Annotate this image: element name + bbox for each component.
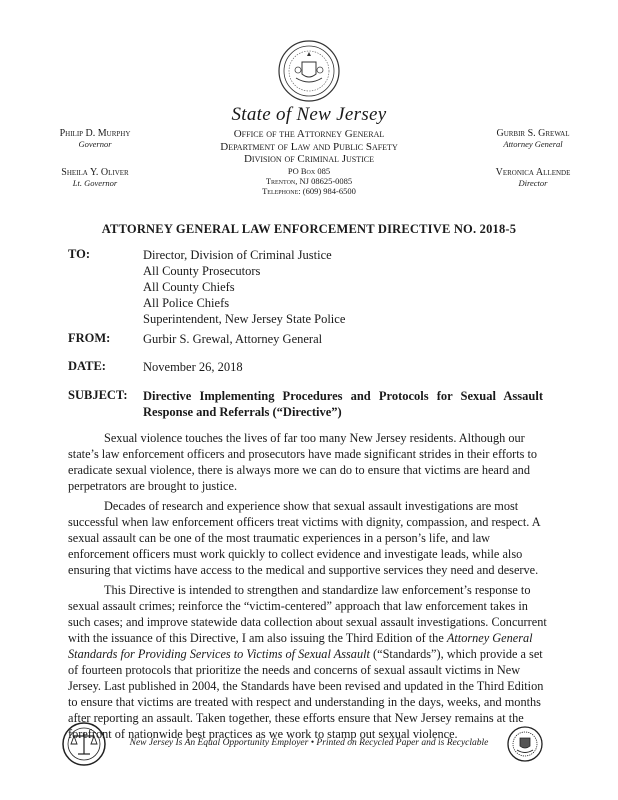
address-line: Trenton, NJ 08625-0085 (265, 175, 353, 186)
body-paragraph-3 (68, 582, 552, 742)
recipient-line: All County Prosecutors (143, 264, 261, 278)
director-name: Veronica Allende (495, 167, 571, 178)
body-paragraph-2 (68, 498, 552, 578)
from-label: FROM: (68, 331, 111, 345)
state-title: State of New Jersey (231, 104, 387, 125)
recipient-line: Director, Division of Criminal Justice (143, 248, 332, 262)
paragraph-text: (“Standards”), which provide a set of fourteen protocols that prioritize the needs and concerns of sexual assault victims in New Jersey. Last published in 2004, the Standards have been revised and updated in the Third Edition to ensure that victims are treated with respect and understanding in the days, weeks, and months after reporting an assault. Taken together, these efforts ensure that New Jersey remains at the forefront of nationwide best practices as we work to stamp out sexual violence. (68, 647, 544, 741)
office-line: Department of Law and Public Safety (220, 140, 398, 153)
letterhead-right-column (463, 128, 603, 206)
lt-governor-title: Lt. Governor (72, 178, 118, 188)
recipient-line: All Police Chiefs (143, 296, 230, 310)
to-label: TO: (68, 247, 90, 261)
governor-name: Philip D. Murphy (59, 128, 131, 139)
recipient-line: Superintendent, New Jersey State Police (143, 312, 346, 326)
recipient-line: All County Chiefs (143, 280, 235, 294)
letterhead-left-column (25, 128, 165, 206)
lt-governor-name: Sheila Y. Oliver (61, 167, 129, 178)
state-seal-small-icon (507, 726, 543, 762)
subject-label: SUBJECT: (68, 388, 128, 402)
paragraph-text: This Directive is intended to strengthen and standardize law enforcement’s response to sexual assault crimes; reinforce the “victim-centered” approach that law enforcement takes in such cases; and improve statewide data collection about sexual assault investigations. Concurrent with the issuance of this Directive, I am also issuing the Third Edition of the (68, 583, 547, 645)
paragraph-text: Sexual violence touches the lives of far too many New Jersey residents. Although our state’s law enforcement officers and prosecutors have made significant strides in their efforts to eradicate sexual violence, there is always more we can do to ensure that victims are heard and perpetrators are brought to justice. (68, 431, 538, 493)
state-seal-icon (278, 40, 340, 102)
office-line: Office of the Attorney General (233, 128, 385, 140)
footer-text: New Jersey Is An Equal Opportunity Employer • Printed on Recycled Paper and is Recyclable (129, 738, 489, 748)
standards-title: Attorney General Standards for Providing Services to Victims of Sexual Assault (68, 631, 533, 661)
date-value: November 26, 2018 (143, 360, 243, 374)
to-recipients (143, 247, 345, 327)
body-paragraph-1 (68, 430, 552, 494)
from-value: Gurbir S. Grewal, Attorney General (143, 332, 323, 346)
office-address-block (190, 128, 428, 196)
attorney-general-name: Gurbir S. Grewal (496, 128, 570, 139)
subject-value: Directive Implementing Procedures and Protocols for Sexual Assault Response and Referrals (“Directive”) (143, 389, 543, 419)
governor-title: Governor (78, 139, 112, 149)
telephone-line: Telephone: (609) 984-6500 (262, 185, 356, 196)
directive-title: ATTORNEY GENERAL LAW ENFORCEMENT DIRECTIVE NO. 2018-5 (101, 222, 517, 236)
address-line: PO Box 085 (287, 165, 331, 176)
paragraph-text: Decades of research and experience show that sexual assault investigations are most successful when law enforcement officers treat victims with dignity, compassion, and respect. A sexual assault can be one of the most traumatic experiences in a person’s life, and law enforcement officers must work quickly to collect evidence and investigate leads, while also ensuring that victims have access to the medical and supportive services they need and deserve. (68, 499, 540, 577)
office-line: Division of Criminal Justice (243, 153, 375, 165)
date-label: DATE: (68, 359, 106, 373)
attorney-general-title: Attorney General (503, 139, 563, 149)
director-title: Director (518, 178, 548, 188)
